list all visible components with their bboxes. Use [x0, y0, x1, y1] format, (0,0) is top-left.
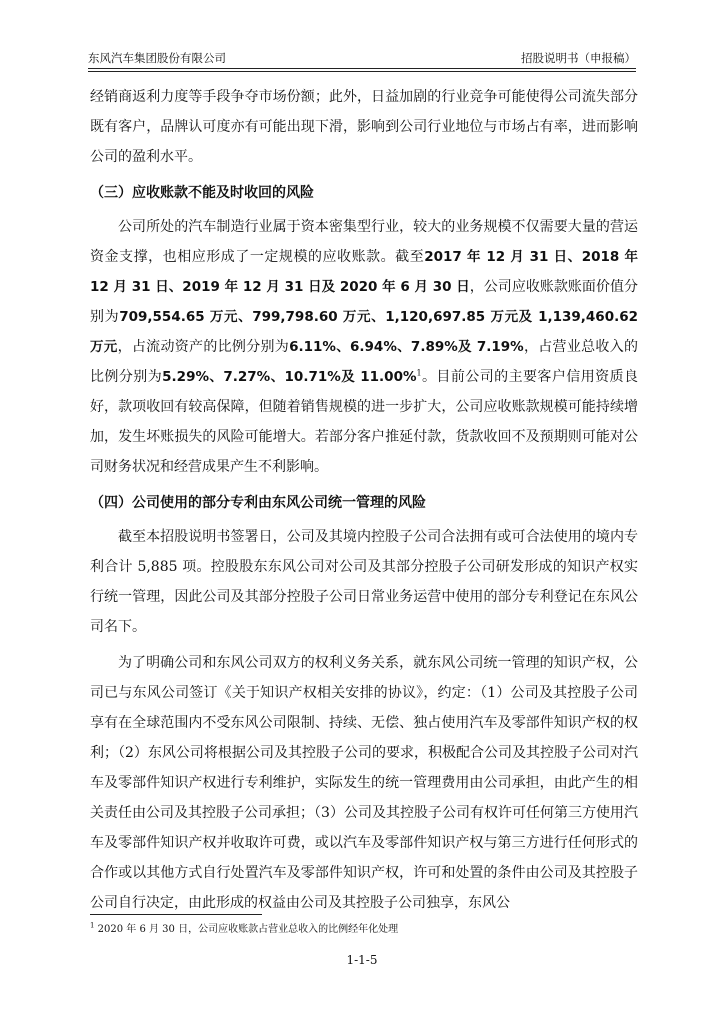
receivables-mid3: ，占营业总收入的比例分别为: [90, 339, 639, 385]
paragraph-continued: 经销商返利力度等手段争夺市场份额；此外，日益加剧的行业竞争可能使得公司流失部分既有客户，品牌认可度亦有可能出现下滑，影响到公司行业地位与市场占有率，进而影响公司的盈利水平。: [90, 89, 638, 165]
receivables-pct-revenue: 5.29%、7.27%、10.71%及 11.00%: [162, 369, 417, 385]
receivables-pct-assets: 6.11%、6.94%、7.89%及 7.19%: [289, 339, 524, 355]
section-heading-receivables: （三）应收账款不能及时收回的风险: [90, 185, 314, 201]
paragraph-patents-1: 截至本招股说明书签署日，公司及其境内控股子公司合法拥有或可合法使用的境内专利合计 5,885 项。控股股东东风公司对公司及其部分控股子公司研发形成的知识产权实行统一管理，因此公司及其部分控股子公司日常业务运营中使用的部分专利登记在东风公司名下。: [90, 529, 638, 635]
page-number: 1-1-5: [346, 953, 378, 967]
footnote: [90, 920, 398, 935]
receivables-mid2: ，占流动资产的比例分别为: [117, 339, 290, 355]
paragraph-receivables: [90, 212, 638, 482]
header-company: 东风汽车集团股份有限公司: [88, 51, 226, 65]
footnote-reference[interactable]: 1: [416, 368, 422, 378]
footnote-text: 2020 年 6 月 30 日，公司应收账款占营业总收入的比例经年化处理: [97, 924, 399, 935]
page-body: [90, 82, 638, 918]
header-rule-thick: [88, 68, 636, 69]
receivables-end: 。目前公司的主要客户信用资质良好，款项收回有较高保障，但随着销售规模的进一步扩大，公司应收账款规模可能持续增加，发生坏账损失的风险可能增大。若部分客户推延付款，货款收回不及预期则可能对公司财务状况和经营成果产生不利影响。: [90, 369, 639, 475]
receivables-dates: 2017 年 12 月 31 日、2018 年 12 月 31 日、2019 年 12 月 31 日及 2020 年 6 月 30 日: [90, 249, 638, 295]
page-header: [88, 50, 636, 68]
header-rule-thin: [88, 71, 636, 72]
receivables-values: 709,554.65 万元、799,798.60 万元、1,120,697.85 万元及 1,139,460.62 万元: [90, 309, 639, 355]
receivables-intro: 公司所处的汽车制造行业属于资本密集型行业，较大的业务规模不仅需要大量的营运资金支撑，也相应形成了一定规模的应收账款。截至: [90, 219, 638, 265]
section-heading-patents: （四）公司使用的部分专利由东风公司统一管理的风险: [90, 495, 426, 511]
receivables-mid1: ，公司应收账款账面价值分别为: [90, 279, 638, 325]
header-doc-type: 招股说明书（申报稿）: [521, 51, 636, 65]
footnote-rule: [90, 914, 262, 915]
paragraph-patents-2: 为了明确公司和东风公司双方的权利义务关系，就东风公司统一管理的知识产权，公司已与东风公司签订《关于知识产权相关安排的协议》，约定：（1）公司及其控股子公司享有在全球范围内不受东风公司限制、持续、无偿、独占使用汽车及零部件知识产权的权利；（2）东风公司将根据公司及其控股子公司的要求，积极配合公司及其控股子公司对汽车及零部件知识产权进行专利维护，实际发生的统一管理费用由公司承担，由此产生的相关责任由公司及其控股子公司承担；（3）公司及其控股子公司有权许可任何第三方使用汽车及零部件知识产权并收取许可费，或以汽车及零部件知识产权与第三方进行任何形式的合作或以其他方式自行处置汽车及零部件知识产权，许可和处置的条件由公司及其控股子公司自行决定，由此形成的权益由公司及其控股子公司独享，东风公: [90, 655, 638, 911]
footnote-mark: 1: [90, 921, 95, 930]
